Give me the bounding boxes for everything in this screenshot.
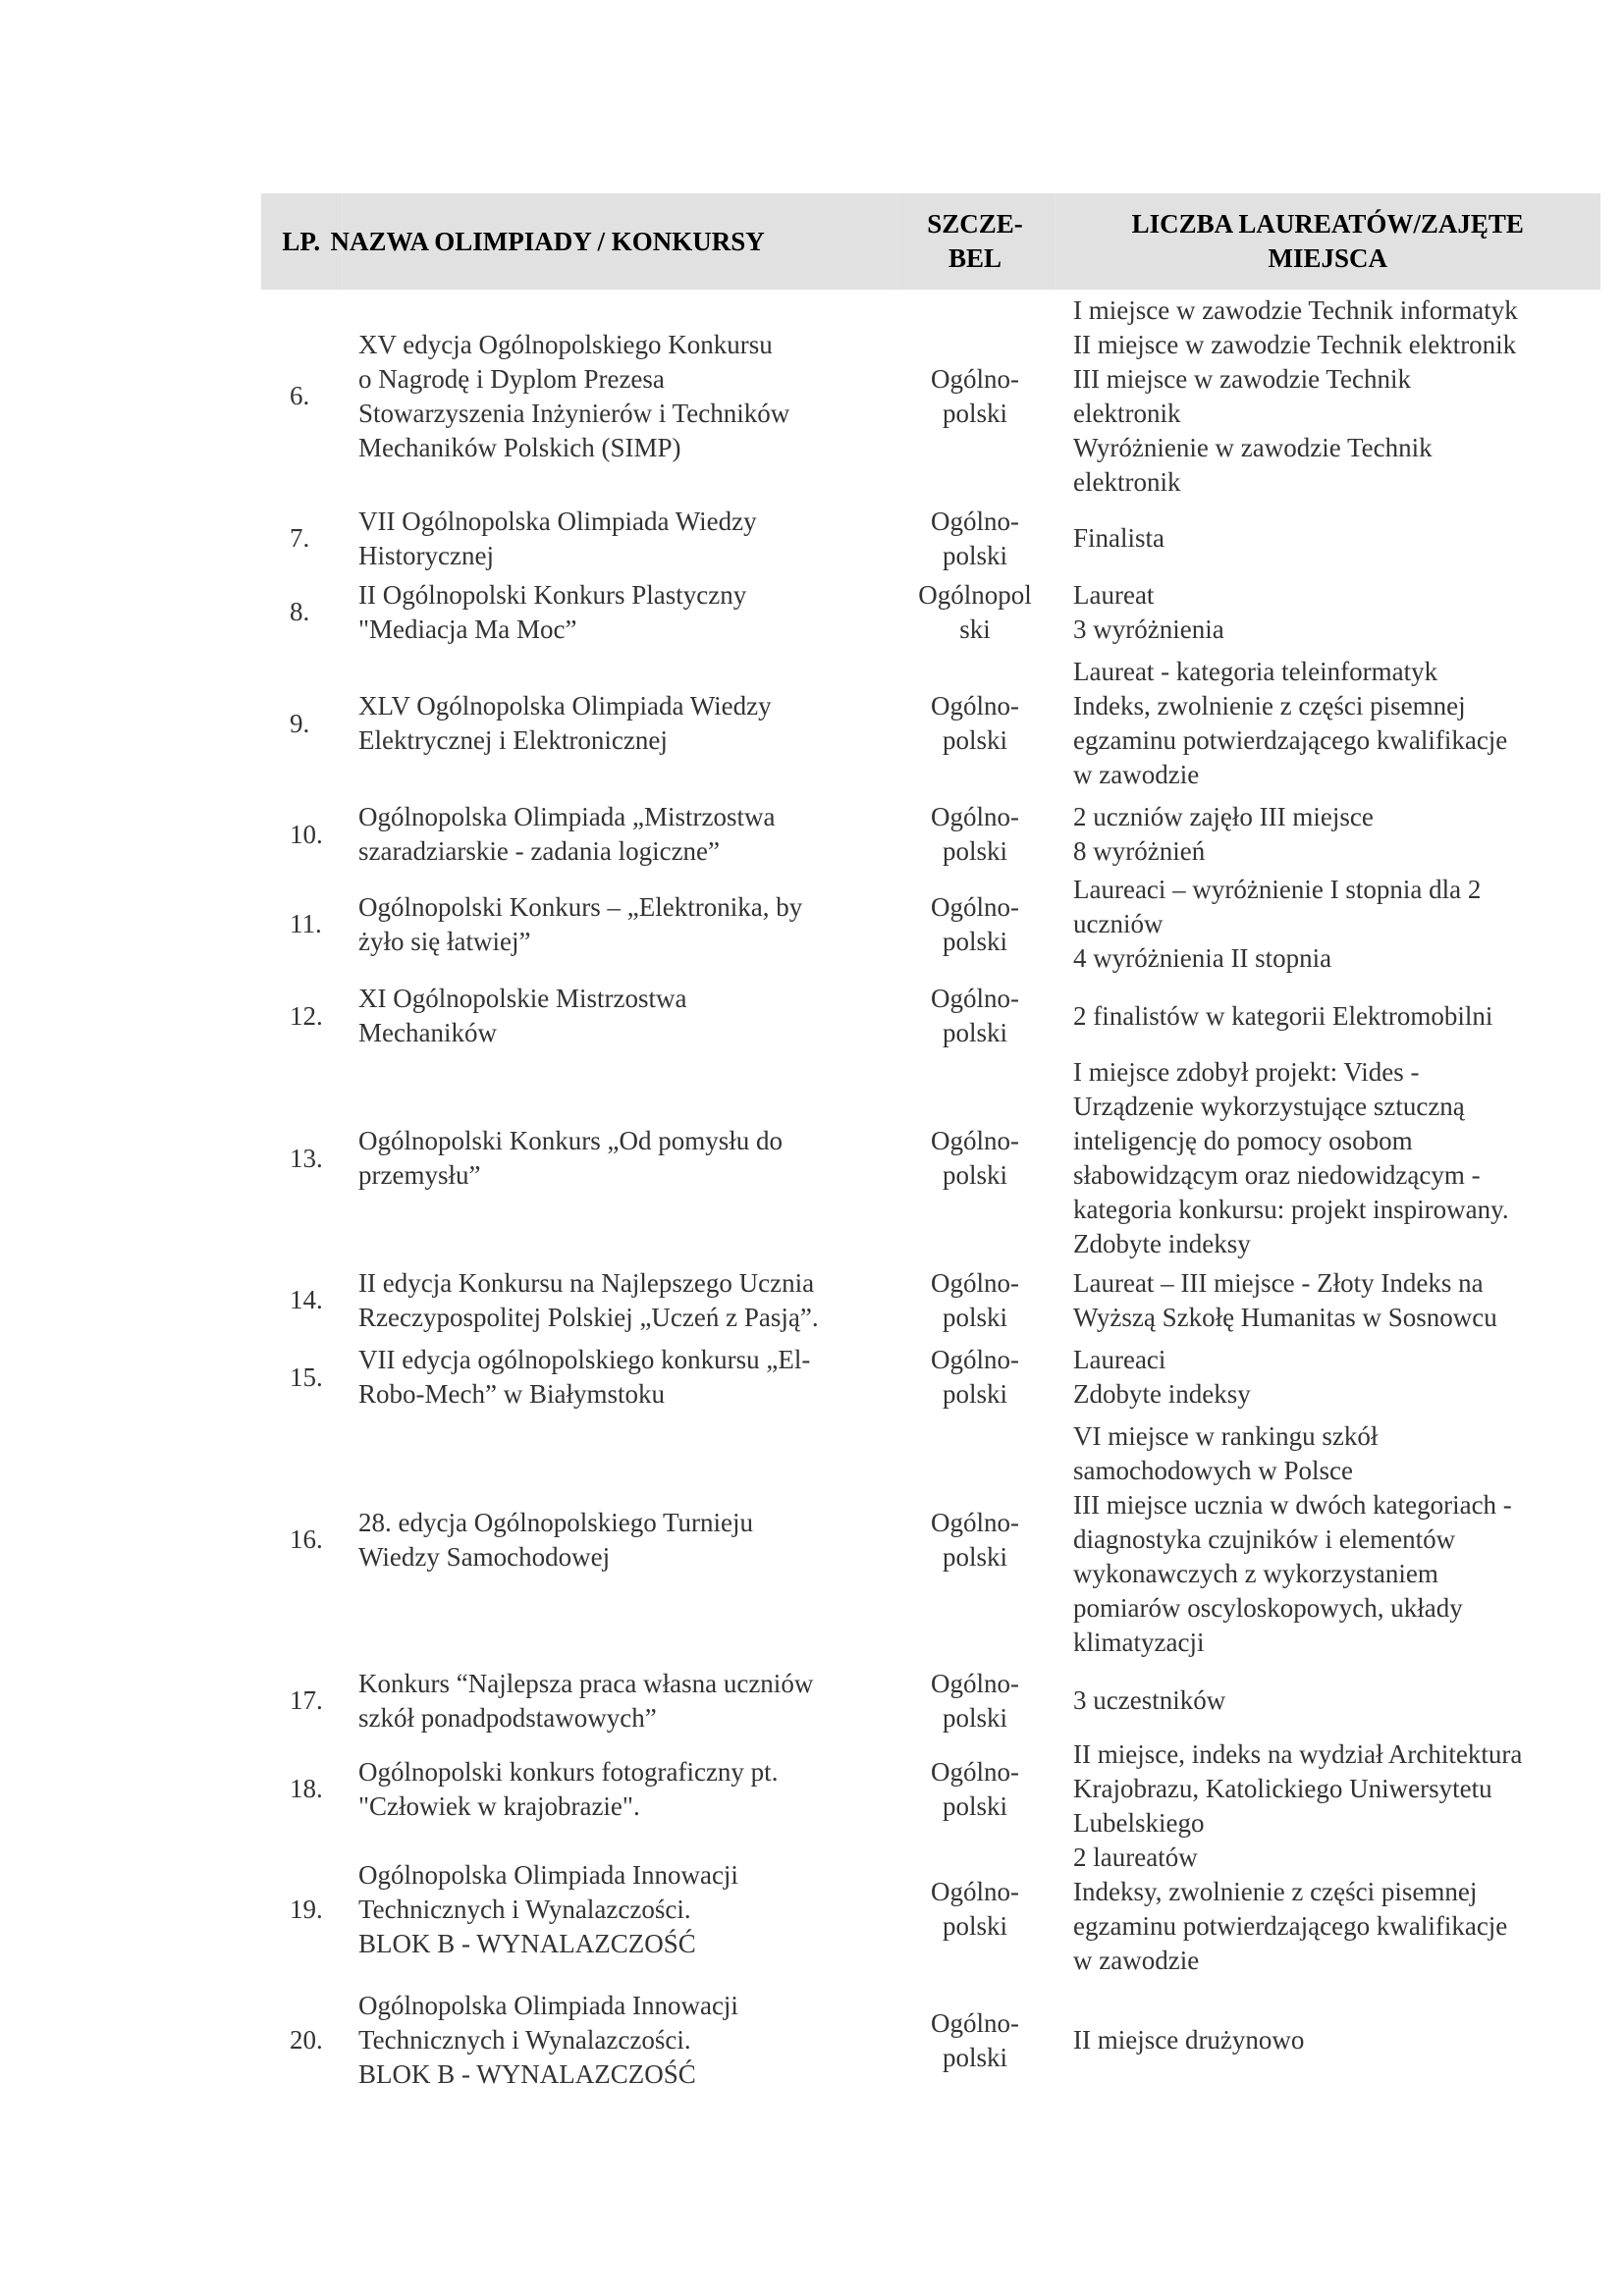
- row-number: 12.: [290, 1000, 323, 1031]
- row-number: 9.: [290, 708, 310, 738]
- competition-result-line: Zdobyte indeksy: [1073, 1379, 1251, 1409]
- competition-result-line: III miejsce w zawodzie Technik: [1073, 363, 1411, 394]
- competition-result-line: elektronik: [1073, 466, 1181, 497]
- competition-name-line: II edycja Konkursu na Najlepszego Ucznia: [358, 1267, 815, 1298]
- competition-level: [895, 503, 1055, 574]
- table-row: [261, 1339, 1600, 1415]
- competition-level-line: polski: [942, 1160, 1007, 1190]
- competition-level-line: polski: [942, 540, 1007, 570]
- competition-name: [342, 503, 895, 574]
- competition-level-line: Ogólno-: [931, 984, 1019, 1013]
- row-number: 8.: [290, 597, 310, 626]
- competition-name-line: XV edycja Ogólnopolskiego Konkursu: [358, 329, 773, 359]
- competition-level-line: polski: [942, 1702, 1007, 1733]
- table-row: [261, 290, 1600, 503]
- row-number: 17.: [290, 1685, 323, 1715]
- competition-name-line: BLOK B - WYNALAZCZOŚĆ: [358, 1928, 696, 1958]
- table-row: [261, 1664, 1600, 1737]
- competition-name-line: "Mediacja Ma Moc”: [358, 614, 577, 644]
- competition-level: [895, 574, 1055, 650]
- competition-result-line: Krajobrazu, Katolickiego Uniwersytetu: [1073, 1774, 1492, 1803]
- table-row: [261, 1841, 1600, 1978]
- competition-result-line: Wyróżnienie w zawodzie Technik: [1073, 432, 1433, 462]
- competition-result-line: VI miejsce w rankingu szkół: [1073, 1421, 1379, 1451]
- competition-level: [895, 1978, 1055, 2103]
- competition-result-line: kategoria konkursu: projekt inspirowany.: [1073, 1195, 1509, 1224]
- header-result-line1: LICZBA LAUREATÓW/ZAJĘTE: [1131, 209, 1524, 239]
- competition-name: [342, 1664, 895, 1737]
- competition-name-line: Ogólnopolski Konkurs „Od pomysłu do: [358, 1126, 783, 1155]
- competition-result: [1055, 872, 1600, 977]
- competition-result-line: inteligencję do pomocy osobom: [1073, 1126, 1413, 1155]
- competition-name-line: II Ogólnopolski Konkurs Plastyczny: [358, 579, 747, 610]
- competition-result-line: Wyższą Szkołę Humanitas w Sosnowcu: [1073, 1302, 1497, 1332]
- competition-name: [342, 1055, 895, 1261]
- header-result-line2: MIEJSCA: [1268, 243, 1387, 273]
- competition-level: [895, 797, 1055, 872]
- competition-result-line: II miejsce w zawodzie Technik elektronik: [1073, 329, 1517, 359]
- competition-result: [1055, 1261, 1600, 1339]
- competition-name: [342, 290, 895, 503]
- competition-level-line: polski: [942, 398, 1007, 428]
- competition-result-line: I miejsce zdobył projekt: Vides -: [1073, 1057, 1420, 1087]
- competition-name: [342, 1978, 895, 2103]
- competition-result: [1055, 1055, 1600, 1261]
- competition-name-line: "Człowiek w krajobrazie".: [358, 1790, 640, 1821]
- table-row: [261, 1415, 1600, 1664]
- competition-name: [342, 977, 895, 1055]
- competition-result-line: 2 finalistów w kategorii Elektromobilni: [1073, 1000, 1493, 1031]
- row-number: 13.: [290, 1143, 323, 1173]
- competition-name-line: o Nagrodę i Dyplom Prezesa: [358, 363, 665, 394]
- competition-result-line: klimatyzacji: [1073, 1628, 1205, 1657]
- competition-name-line: Historycznej: [358, 540, 494, 570]
- competition-level: [895, 290, 1055, 503]
- competition-level-line: ski: [959, 614, 991, 644]
- table-header: [261, 193, 1600, 290]
- competition-result: [1055, 574, 1600, 650]
- competition-result-line: w zawodzie: [1073, 1946, 1200, 1975]
- row-number: 6.: [290, 381, 310, 410]
- competition-result: [1055, 1978, 1600, 2103]
- competition-result: [1055, 650, 1600, 797]
- competition-name-line: szaradziarskie - zadania logiczne”: [358, 836, 721, 866]
- competition-result-line: 8 wyróżnień: [1073, 836, 1206, 866]
- competition-level-line: Ogólnopol: [918, 579, 1032, 610]
- competition-name-line: szkół ponadpodstawowych”: [358, 1702, 657, 1733]
- row-number: 19.: [290, 1894, 323, 1924]
- competition-level-line: polski: [942, 926, 1007, 956]
- row-number: 14.: [290, 1285, 323, 1314]
- competition-level: [895, 1664, 1055, 1737]
- competition-level-line: Ogólno-: [931, 1345, 1019, 1374]
- competition-level: [895, 1261, 1055, 1339]
- competition-result-line: egzaminu potwierdzającego kwalifikacje: [1073, 725, 1508, 755]
- competition-name-line: XI Ogólnopolskie Mistrzostwa: [358, 984, 687, 1013]
- competition-level: [895, 872, 1055, 977]
- competition-result-line: I miejsce w zawodzie Technik informatyk: [1073, 294, 1518, 325]
- table-row: [261, 1978, 1600, 2103]
- competition-name: [342, 872, 895, 977]
- competition-level-line: polski: [942, 1790, 1007, 1821]
- row-number: 20.: [290, 2025, 323, 2055]
- competition-result-line: Laureat – III miejsce - Złoty Indeks na: [1073, 1267, 1484, 1298]
- competition-result-line: Indeksy, zwolnienie z części pisemnej: [1073, 1877, 1478, 1906]
- table-row: [261, 977, 1600, 1055]
- competition-name-line: Mechaników Polskich (SIMP): [358, 432, 681, 462]
- competition-level-line: Ogólno-: [931, 1126, 1019, 1155]
- competition-name-line: Ogólnopolska Olimpiada „Mistrzostwa: [358, 802, 776, 831]
- competition-result-line: uczniów: [1073, 909, 1164, 938]
- competition-level-line: polski: [942, 1911, 1007, 1941]
- competition-result-line: II miejsce drużynowo: [1073, 2025, 1305, 2055]
- table-body: [261, 290, 1600, 2103]
- competition-result-line: słabowidzącym oraz niedowidzącym -: [1073, 1160, 1481, 1190]
- competition-name-line: Mechaników: [358, 1018, 497, 1047]
- competition-name: [342, 1841, 895, 1978]
- competition-name: [342, 1261, 895, 1339]
- competition-name-line: Ogólnopolska Olimpiada Innowacji: [358, 1859, 738, 1890]
- competition-result-line: 4 wyróżnienia II stopnia: [1073, 943, 1332, 973]
- competition-name-line: Wiedzy Samochodowej: [358, 1541, 611, 1572]
- competition-level-line: polski: [942, 836, 1007, 866]
- competition-level-line: Ogólno-: [931, 363, 1019, 394]
- competition-level: [895, 977, 1055, 1055]
- competition-name: [342, 650, 895, 797]
- competition-result-line: 2 laureatów: [1073, 1842, 1198, 1872]
- competition-level-line: Ogólno-: [931, 1756, 1019, 1787]
- competition-name-line: Stowarzyszenia Inżynierów i Techników: [358, 398, 790, 428]
- competition-level-line: Ogólno-: [931, 506, 1019, 536]
- competition-level: [895, 1841, 1055, 1978]
- competition-level-line: polski: [942, 1379, 1007, 1409]
- competition-result-line: w zawodzie: [1073, 760, 1200, 789]
- competition-result: [1055, 1339, 1600, 1415]
- competition-name: [342, 1339, 895, 1415]
- competition-name: [342, 574, 895, 650]
- competition-result-line: III miejsce ucznia w dwóch kategoriach -: [1073, 1490, 1512, 1520]
- competition-result-line: Laureat: [1073, 579, 1155, 610]
- competition-result-line: 2 uczniów zajęło III miejsce: [1073, 802, 1374, 831]
- competition-level: [895, 1737, 1055, 1841]
- table-row: [261, 872, 1600, 977]
- competition-result-line: Laureaci – wyróżnienie I stopnia dla 2: [1073, 875, 1482, 904]
- competition-result: [1055, 290, 1600, 503]
- competition-result-line: samochodowych w Polsce: [1073, 1456, 1353, 1485]
- competition-result-line: elektronik: [1073, 398, 1181, 428]
- competition-level-line: Ogólno-: [931, 802, 1019, 831]
- competition-name-line: żyło się łatwiej”: [358, 926, 531, 956]
- competition-name-line: BLOK B - WYNALAZCZOŚĆ: [358, 2059, 696, 2089]
- competition-result-line: Zdobyte indeksy: [1073, 1229, 1251, 1258]
- header-lp: LP.: [261, 193, 342, 290]
- row-number: 7.: [290, 523, 310, 553]
- competition-level-line: Ogólno-: [931, 1877, 1019, 1906]
- competition-result: [1055, 977, 1600, 1055]
- competition-name: [342, 797, 895, 872]
- competition-level-line: Ogólno-: [931, 691, 1019, 721]
- header-name-text: NAZWA OLIMPIADY / KONKURSY: [330, 226, 765, 256]
- competition-name-line: Ogólnopolska Olimpiada Innowacji: [358, 1991, 738, 2020]
- competition-level-line: Ogólno-: [931, 1507, 1019, 1537]
- row-number: 11.: [290, 909, 322, 938]
- competition-result: [1055, 1737, 1600, 1841]
- row-number: 16.: [290, 1524, 323, 1554]
- competition-result-line: Laureaci: [1073, 1345, 1166, 1374]
- table-row: [261, 797, 1600, 872]
- competition-level: [895, 1415, 1055, 1664]
- table-row: [261, 1055, 1600, 1261]
- table-row: [261, 1261, 1600, 1339]
- competition-result: [1055, 503, 1600, 574]
- header-level: [895, 193, 1055, 290]
- competition-name-line: Konkurs “Najlepsza praca własna uczniów: [358, 1668, 814, 1698]
- competition-level-line: Ogólno-: [931, 2007, 1019, 2038]
- row-number: 18.: [290, 1774, 323, 1803]
- competition-name-line: Technicznych i Wynalazczości.: [358, 1894, 691, 1924]
- competition-result-line: diagnostyka czujników i elementów: [1073, 1524, 1456, 1554]
- competition-level: [895, 1055, 1055, 1261]
- competition-result-line: Urządzenie wykorzystujące sztuczną: [1073, 1092, 1465, 1121]
- header-name: [330, 193, 895, 290]
- competition-name-line: Ogólnopolski konkurs fotograficzny pt.: [358, 1756, 779, 1787]
- competition-level-line: Ogólno-: [931, 891, 1019, 922]
- competition-result: [1055, 1841, 1600, 1978]
- competition-name-line: VII edycja ogólnopolskiego konkursu „El-: [358, 1345, 811, 1374]
- competition-result: [1055, 1664, 1600, 1737]
- competition-name-line: Elektrycznej i Elektronicznej: [358, 725, 668, 755]
- competition-result-line: egzaminu potwierdzającego kwalifikacje: [1073, 1911, 1508, 1941]
- competition-name-line: Technicznych i Wynalazczości.: [358, 2025, 691, 2055]
- row-number: 10.: [290, 819, 323, 849]
- header-level-line1: SZCZE-: [927, 209, 1023, 239]
- competition-result-line: II miejsce, indeks na wydział Architektura: [1073, 1739, 1523, 1769]
- competition-level-line: polski: [942, 1541, 1007, 1572]
- competition-result-line: Indeks, zwolnienie z części pisemnej: [1073, 691, 1466, 721]
- table-row: [261, 650, 1600, 797]
- competition-result-line: pomiarów oscyloskopowych, układy: [1073, 1593, 1463, 1623]
- competition-name-line: przemysłu”: [358, 1160, 481, 1190]
- table-row: [261, 503, 1600, 574]
- competition-result-line: wykonawczych z wykorzystaniem: [1073, 1559, 1438, 1588]
- competition-level-line: polski: [942, 725, 1007, 755]
- competition-name-line: Rzeczypospolitej Polskiej „Uczeń z Pasją”.: [358, 1302, 819, 1332]
- competition-name: [342, 1737, 895, 1841]
- competition-result-line: Finalista: [1073, 523, 1164, 553]
- competition-level-line: Ogólno-: [931, 1668, 1019, 1698]
- competition-level-line: Ogólno-: [931, 1267, 1019, 1298]
- competition-level: [895, 1339, 1055, 1415]
- competition-level: [895, 650, 1055, 797]
- competition-result: [1055, 797, 1600, 872]
- competition-result-line: Lubelskiego: [1073, 1808, 1205, 1838]
- competitions-table: [261, 193, 1600, 2103]
- competition-name-line: Ogólnopolski Konkurs – „Elektronika, by: [358, 891, 803, 922]
- header-row: [261, 193, 1600, 290]
- competition-level-line: polski: [942, 1302, 1007, 1332]
- competition-name-line: XLV Ogólnopolska Olimpiada Wiedzy: [358, 691, 772, 721]
- row-number: 15.: [290, 1362, 323, 1392]
- table-row: [261, 1737, 1600, 1841]
- header-level-line2: BEL: [947, 243, 1002, 273]
- competition-level-line: polski: [942, 1018, 1007, 1047]
- competition-name-line: VII Ogólnopolska Olimpiada Wiedzy: [358, 506, 757, 536]
- competition-name-line: Robo-Mech” w Białymstoku: [358, 1379, 665, 1409]
- competition-result: [1055, 1415, 1600, 1664]
- competition-name: [342, 1415, 895, 1664]
- competition-level-line: polski: [942, 2042, 1007, 2072]
- header-result: [1055, 193, 1600, 290]
- competition-result-line: 3 uczestników: [1073, 1685, 1226, 1715]
- table-row: [261, 574, 1600, 650]
- competition-result-line: 3 wyróżnienia: [1073, 614, 1224, 644]
- competition-result-line: Laureat - kategoria teleinformatyk: [1073, 657, 1438, 686]
- competition-name-line: 28. edycja Ogólnopolskiego Turnieju: [358, 1507, 753, 1537]
